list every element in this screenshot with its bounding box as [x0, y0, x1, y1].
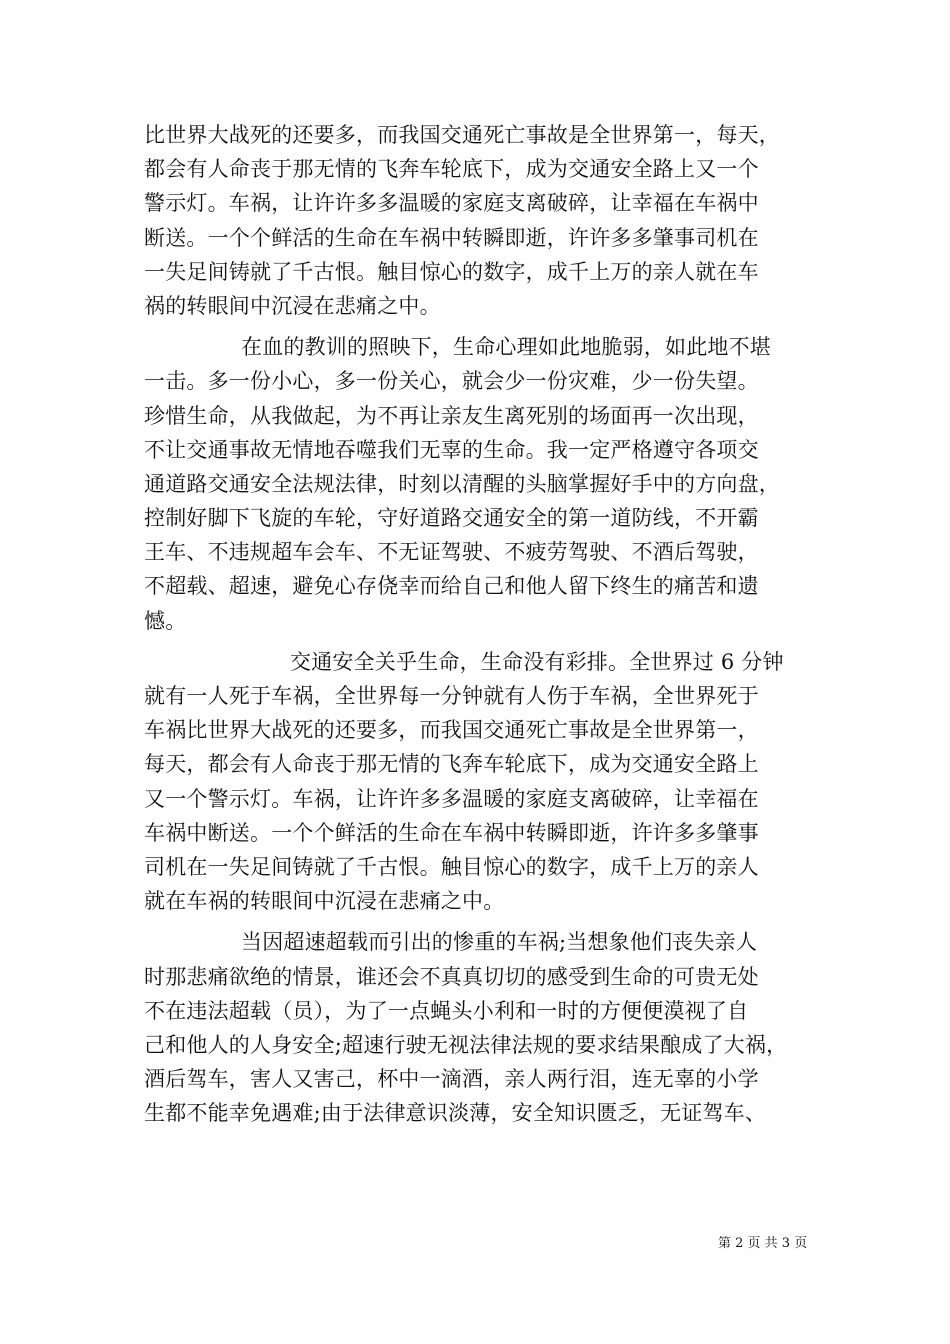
text-line: 不在违法超载（员），为了一点蝇头小利和一时的方便便漠视了自 [144, 998, 749, 1023]
text-line: 时那悲痛欲绝的情景，谁还会不真真切切的感受到生命的可贵无处 [144, 964, 759, 989]
document-body [144, 118, 814, 1130]
paragraph [144, 118, 814, 323]
text-line: 又一个警示灯。车祸，让许许多多温暖的家庭支离破碎，让幸福在 [144, 786, 759, 811]
text-line: 珍惜生命，从我做起，为不再让亲友生离死别的场面再一次出现， [144, 403, 759, 428]
text-line: 一失足间铸就了千古恨。触目惊心的数字，成千上万的亲人就在车 [144, 259, 759, 284]
text-line: 一击。多一份小心，多一份关心，就会少一份灾难，少一份失望。 [144, 369, 759, 394]
text-line: 己和他人的人身安全;超速行驶无视法律法规的要求结果酿成了大祸， [144, 1032, 788, 1057]
text-line: 每天，都会有人命丧于那无情的飞奔车轮底下，成为交通安全路上 [144, 752, 759, 777]
paragraph [144, 925, 814, 1130]
text-line: 不让交通事故无情地吞噬我们无辜的生命。我一定严格遵守各项交 [144, 437, 759, 462]
text-line: 在血的教训的照映下，生命心理如此地脆弱，如此地不堪 [241, 335, 771, 360]
text-line: 都会有人命丧于那无情的飞奔车轮底下，成为交通安全路上又一个 [144, 157, 759, 182]
text-line: 控制好脚下飞旋的车轮，守好道路交通安全的第一道防线，不开霸 [144, 506, 759, 531]
text-line: 比世界大战死的还要多，而我国交通死亡事故是全世界第一，每天， [144, 123, 780, 147]
paragraph [144, 330, 814, 638]
paragraph-gap [144, 638, 814, 645]
text-line: 生都不能幸免遇难;由于法律意识淡薄，安全知识匮乏，无证驾车、 [144, 1101, 767, 1126]
text-line: 祸的转眼间中沉浸在悲痛之中。 [144, 293, 441, 318]
paragraph-gap [144, 323, 814, 330]
page-number-footer: 第 2 页 共 3 页 [718, 1236, 808, 1251]
text-line: 车祸中断送。一个个鲜活的生命在车祸中转瞬即逝，许许多多肇事 [144, 820, 759, 845]
text-line: 车祸比世界大战死的还要多，而我国交通死亡事故是全世界第一， [144, 718, 759, 743]
text-line: 通道路交通安全法规法律，时刻以清醒的头脑掌握好手中的方向盘， [144, 471, 780, 496]
paragraph-gap [144, 918, 814, 925]
paragraph [144, 645, 814, 919]
text-line: 司机在一失足间铸就了千古恨。触目惊心的数字，成千上万的亲人 [144, 854, 759, 879]
text-line: 就在车祸的转眼间中沉浸在悲痛之中。 [144, 889, 505, 914]
text-line: 警示灯。车祸，让许许多多温暖的家庭支离破碎，让幸福在车祸中 [144, 191, 759, 216]
text-line: 不超载、超速，避免心存侥幸而给自己和他人留下终生的痛苦和遗 [144, 574, 759, 599]
text-line: 酒后驾车，害人又害己，杯中一滴酒，亲人两行泪，连无辜的小学 [144, 1067, 759, 1092]
text-line: 王车、不违规超车会车、不无证驾驶、不疲劳驾驶、不酒后驾驶， [144, 540, 759, 565]
text-line: 交通安全关乎生命，生命没有彩排。全世界过 6 分钟 [290, 649, 784, 674]
text-line: 憾。 [144, 608, 187, 633]
text-line: 断送。一个个鲜活的生命在车祸中转瞬即逝，许许多多肇事司机在 [144, 225, 759, 250]
text-line: 当因超速超载而引出的惨重的车祸;当想象他们丧失亲人 [241, 930, 758, 955]
text-line: 就有一人死于车祸，全世界每一分钟就有人伤于车祸，全世界死于 [144, 684, 759, 708]
